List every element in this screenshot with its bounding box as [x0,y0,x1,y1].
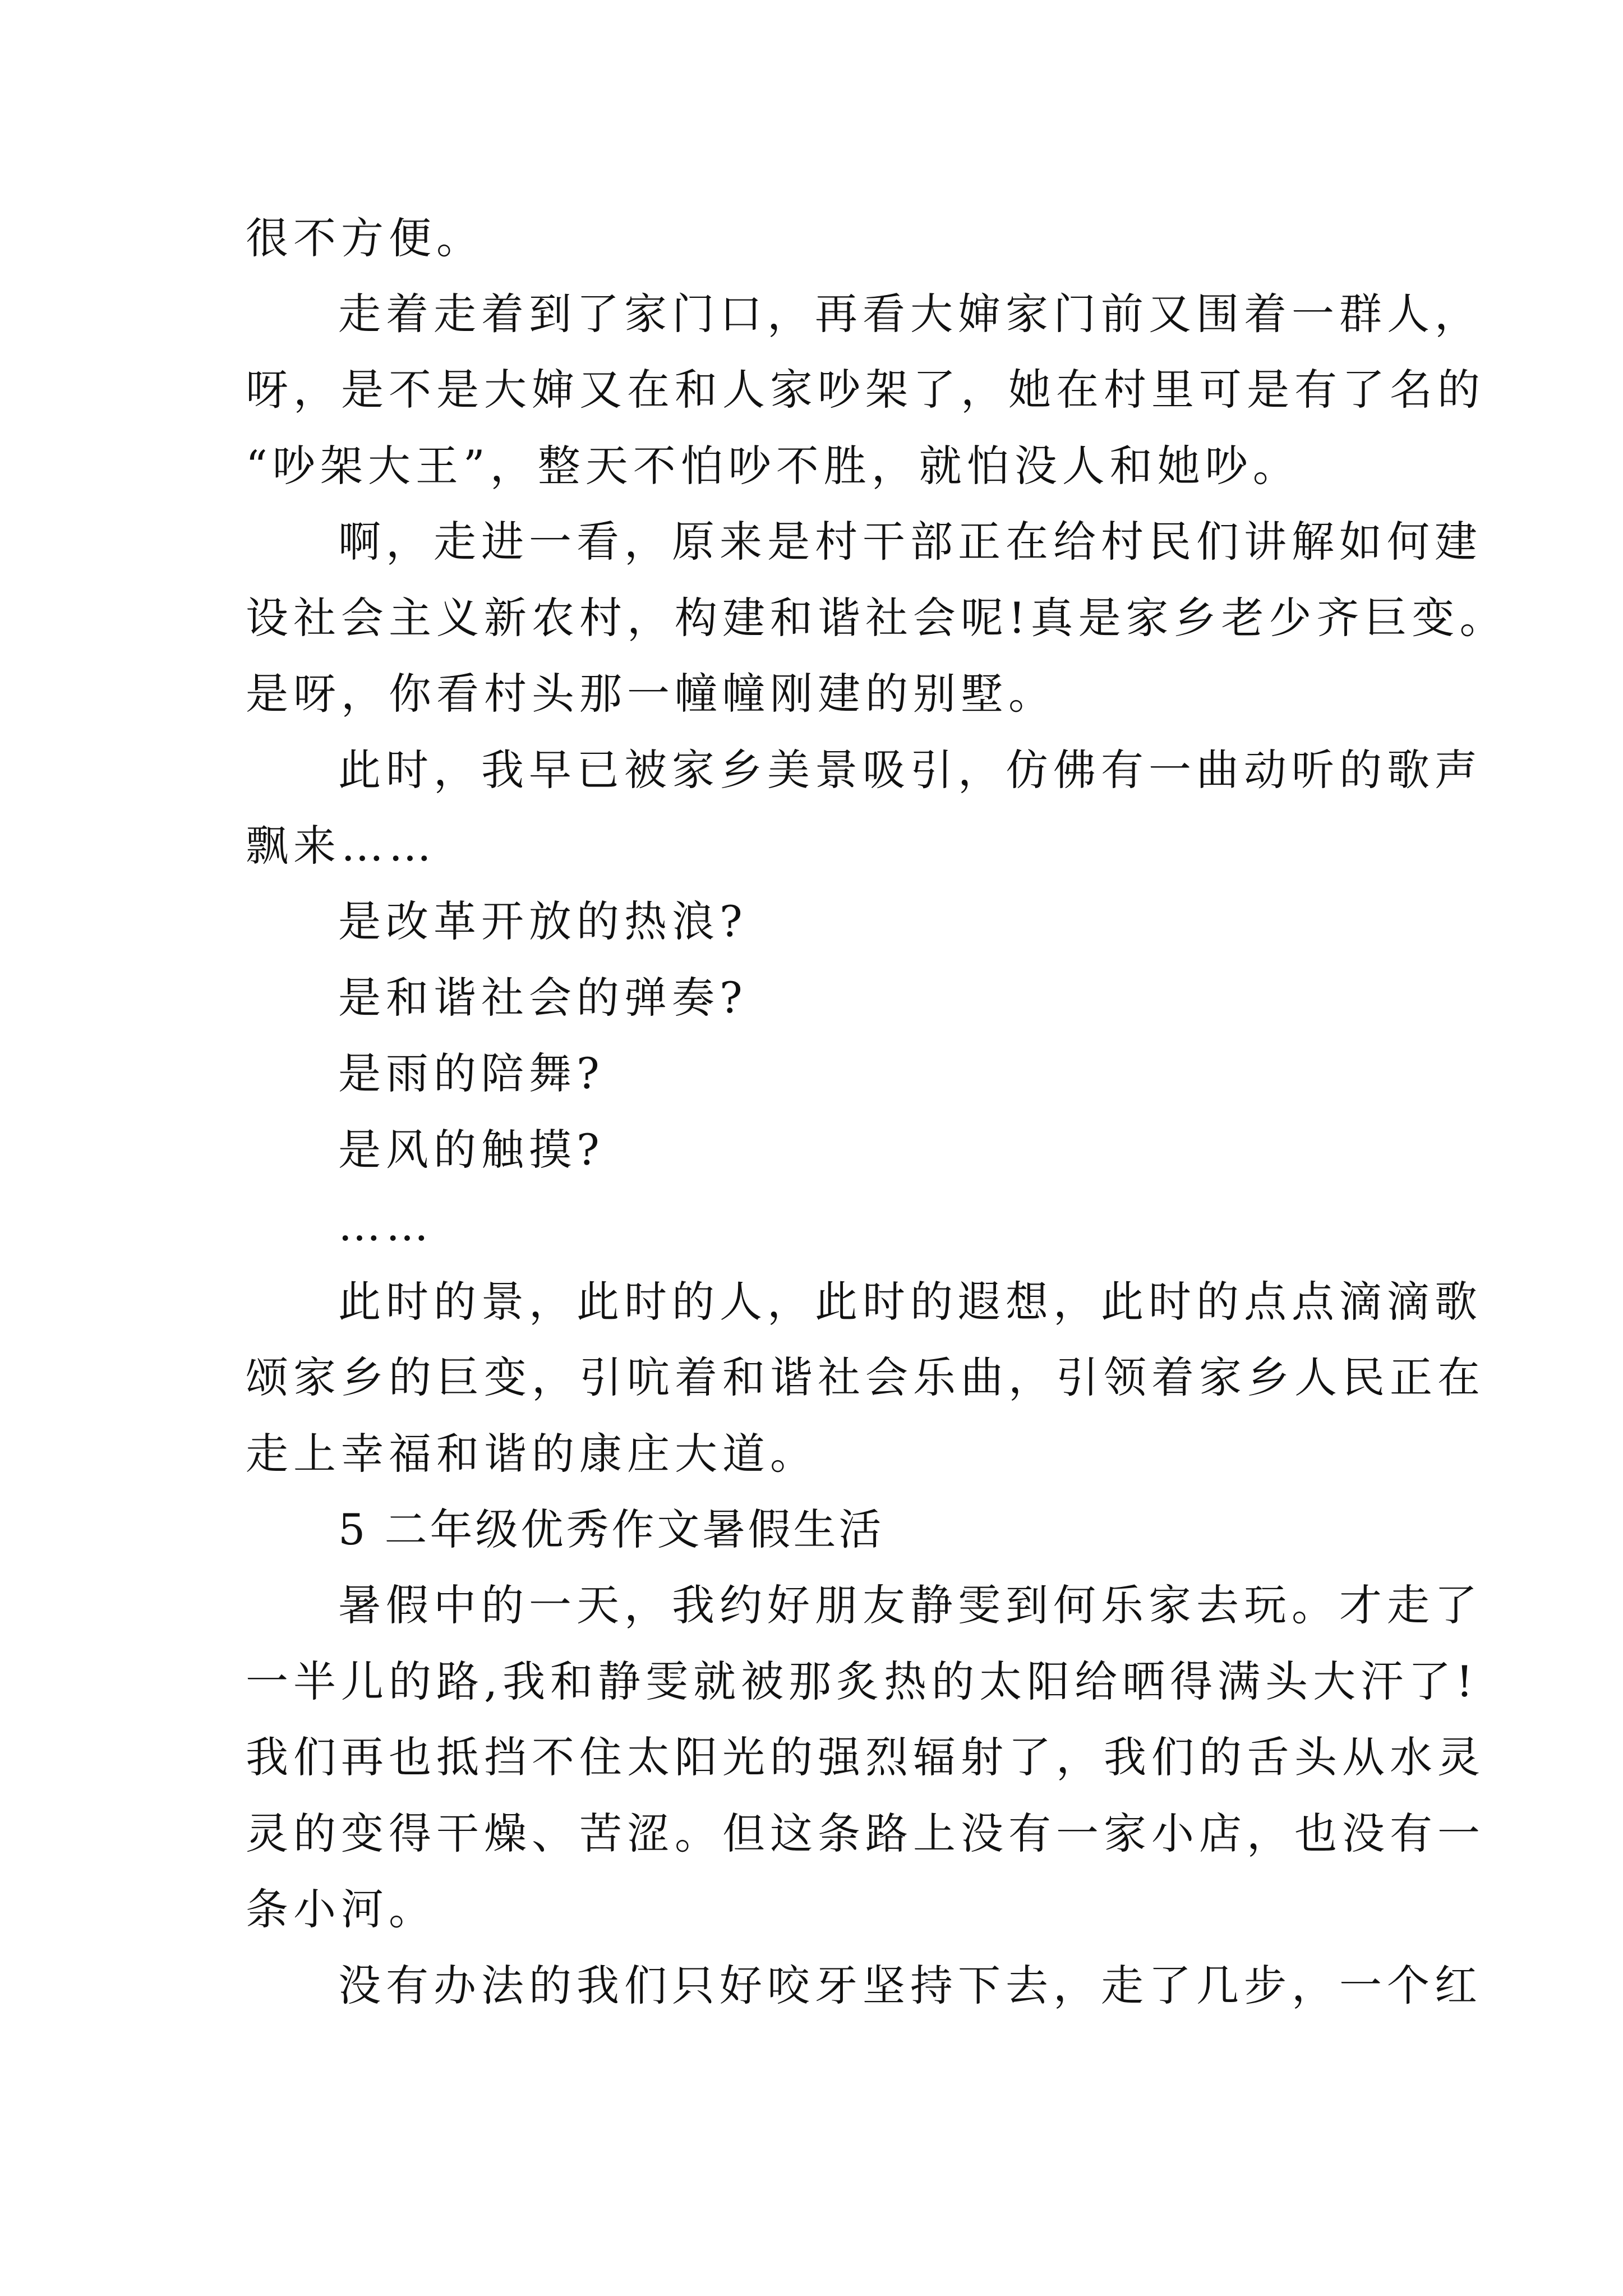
section-heading: 5 二年级优秀作文暑假生活 [338,1504,884,1554]
paragraph-start-line: 走着走着到了家门口，再看大婶家门前又围着一群人， [338,289,1482,339]
paragraph-start-line: 此时的景，此时的人，此时的遐想，此时的点点滴滴歌 [338,1277,1482,1327]
paragraph-start-line: 暑假中的一天，我约好朋友静雯到何乐家去玩。才走了 [338,1580,1482,1630]
text-line: 飘来…… [246,821,436,871]
text-line: 呀，是不是大婶又在和人家吵架了，她在村里可是有了名的 [246,365,1485,415]
text-line: 颂家乡的巨变，引吭着和谐社会乐曲，引领着家乡人民正在 [246,1352,1485,1402]
text-line: 一半儿的路,我和静雯就被那炙热的太阳给晒得满头大汗了! [246,1657,1478,1706]
text-line: 设社会主义新农村，构建和谐社会呢!真是家乡老少齐巨变。 [246,593,1507,643]
text-line: “吵架大王”，整天不怕吵不胜，就怕没人和她吵。 [246,441,1301,491]
text-line: 我们再也抵挡不住太阳光的强烈辐射了，我们的舌头从水灵 [246,1732,1485,1782]
poem-line: 是雨的陪舞? [338,1048,605,1098]
poem-line: 是改革开放的热浪? [338,896,748,946]
text-line: 走上幸福和谐的康庄大道。 [246,1429,818,1479]
text-line: 很不方便。 [246,213,484,263]
poem-line: 是和谐社会的弹奏? [338,973,748,1023]
text-line: 条小河。 [246,1884,436,1934]
paragraph-start-line: 此时，我早已被家乡美景吸引，仿佛有一曲动听的歌声 [338,745,1482,795]
paragraph-start-line: 没有办法的我们只好咬牙坚持下去，走了几步，一个红 [338,1961,1482,2010]
text-line: 灵的变得干燥、苦涩。但这条路上没有一家小店，也没有一 [246,1809,1485,1858]
text-line: 是呀，你看村头那一幢幢刚建的别墅。 [246,669,1056,719]
paragraph-start-line: 啊，走进一看，原来是村干部正在给村民们讲解如何建 [338,517,1482,567]
ellipsis-line: …… [338,1200,434,1250]
poem-line: 是风的触摸? [338,1125,605,1175]
